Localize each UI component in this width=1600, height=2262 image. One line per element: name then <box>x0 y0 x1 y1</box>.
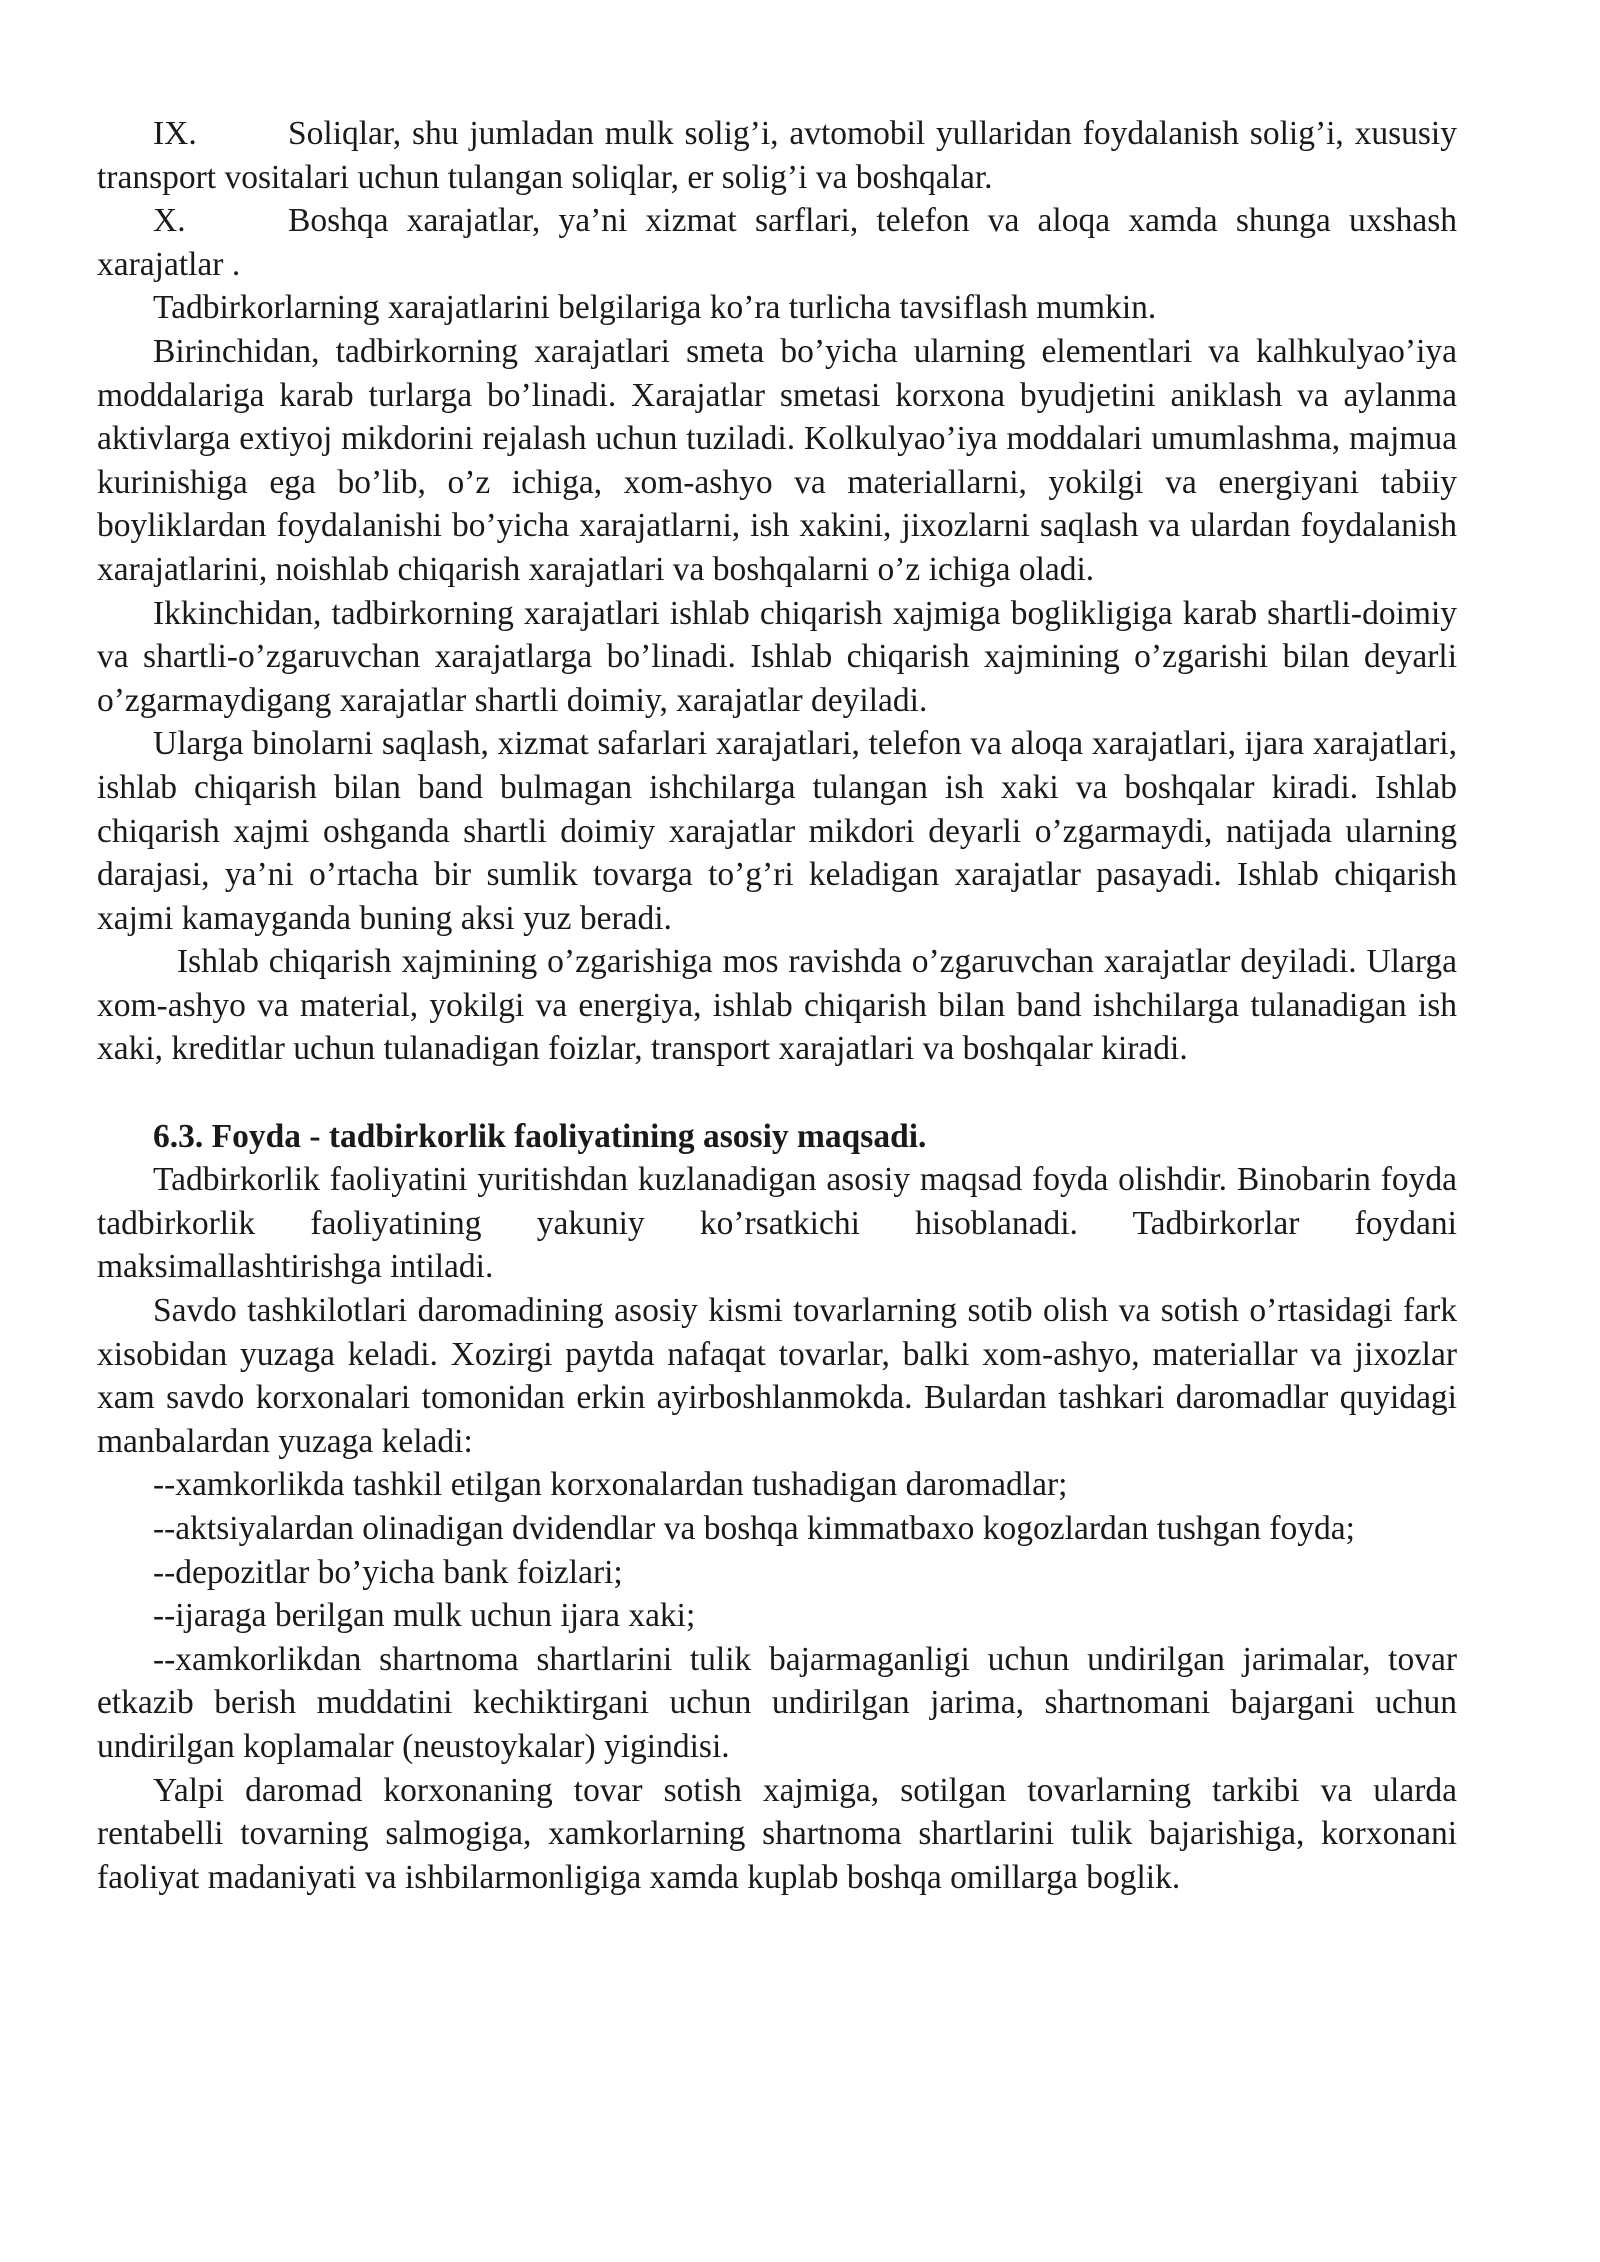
paragraph: Ishlab chiqarish xajmining o’zgarishiga mos ravishda o’zgaruvchan xarajatlar deyiladi. Ularga xom-ashyo va material, yokilgi va energiya, ishlab chiqarish bilan band ishchilarga tulanadigan ish xaki, kreditlar uchun tulanadigan foizlar, transport xarajatlari va boshqalar kiradi. <box>97 943 1457 1068</box>
item-text: Boshqa xarajatlar, ya’ni xizmat sarflari, telefon va aloqa xamda shunga uxshash xarajatlar . <box>97 202 1457 283</box>
list-item-x <box>97 199 1457 286</box>
paragraph: Ikkinchidan, tadbirkorning xarajatlari ishlab chiqarish xajmiga boglikligiga karab shartli-doimiy va shartli-o’zgaruvchan xarajatlarga bo’linadi. Ishlab chiqarish xajmining o’zgarishi bilan deyarli o’zgarmaydigang xarajatlar shartli doimiy, xarajatlar deyiladi. <box>97 594 1457 719</box>
section-heading: 6.3. Foyda - tadbirkorlik faoliyatining asosiy maqsadi. <box>153 1117 927 1155</box>
paragraph: Ularga binolarni saqlash, xizmat safarlari xarajatlari, telefon va aloqa xarajatlari, ijara xarajatlari, ishlab chiqarish bilan band bulmagan ishchilarga tulangan ish xaki va boshqalar kiradi. Ishlab chiqarish xajmi oshganda shartli doimiy xarajatlar mikdori deyarli o’zgarmaydi, natijada ularning darajasi, ya’ni o’rtacha bir sumlik tovarga to’g’ri keladigan xarajatlar pasayadi. Ishlab chiqarish xajmi kamayganda buning aksi yuz beradi. <box>97 725 1457 937</box>
item-text: Soliqlar, shu jumladan mulk solig’i, avtomobil yullaridan foydalanish solig’i, xususiy transport vositalari uchun tulangan soliqlar, er solig’i va boshqalar. <box>97 115 1457 196</box>
paragraph: Tadbirkorlik faoliyatini yuritishdan kuzlanadigan asosiy maqsad foyda olishdir. Binobarin foyda tadbirkorlik faoliyatining yakuniy ko’rsatkichi hisoblanadi. Tadbirkorlar foydani maksimallashtirishga intiladi. <box>97 1161 1457 1286</box>
paragraph: Tadbirkorlarning xarajatlarini belgilariga ko’ra turlicha tavsiflash mumkin. <box>153 289 1157 327</box>
list-item: --depozitlar bo’yicha bank foizlari; <box>153 1553 623 1591</box>
list-item: --ijaraga berilgan mulk uchun ijara xaki; <box>153 1597 696 1635</box>
list-item: --xamkorlikdan shartnoma shartlarini tulik bajarmaganligi uchun undirilgan jarimalar, tovar etkazib berish muddatini kechiktirgani uchun undirilgan jarima, shartnomani bajargani uchun undirilgan koplamalar (neustoykalar) yigindisi. <box>97 1640 1457 1765</box>
paragraph: Birinchidan, tadbirkorning xarajatlari smeta bo’yicha ularning elementlari va kalhkulyao’iya moddalariga karab turlarga bo’linadi. Xarajatlar smetasi korxona byudjetini aniklash va aylanma aktivlarga extiyoj mikdorini rejalash uchun tuziladi. Kolkulyao’iya moddalari umumlashma, majmua kurinishiga ega bo’lib, o’z ichiga, xom-ashyo va materiallarni, yokilgi va energiyani tabiiy boyliklardan foydalanishi bo’yicha xarajatlarni, ish xakini, jixozlarni saqlash va ulardan foydalanish xarajatlarini, noishlab chiqarish xarajatlari va boshqalarni o’z ichiga oladi. <box>97 332 1457 588</box>
document-page <box>97 112 1457 1899</box>
list-item-ix <box>97 112 1457 199</box>
list-item: --aktsiyalardan olinadigan dvidendlar va boshqa kimmatbaxo kogozlardan tushgan foyda; <box>153 1510 1355 1547</box>
paragraph: Yalpi daromad korxonaning tovar sotish xajmiga, sotilgan tovarlarning tarkibi va ularda rentabelli tovarning salmogiga, xamkorlarning shartnoma shartlarini tulik bajarishiga, korxonani faoliyat madaniyati va ishbilarmonligiga xamda kuplab boshqa omillarga boglik. <box>97 1771 1457 1896</box>
item-number: IX. <box>153 115 197 152</box>
list-item: --xamkorlikda tashkil etilgan korxonalardan tushadigan daromadlar; <box>153 1466 1068 1504</box>
item-number: X. <box>153 202 186 240</box>
paragraph: Savdo tashkilotlari daromadining asosiy kismi tovarlarning sotib olish va sotish o’rtasidagi fark xisobidan yuzaga keladi. Xozirgi paytda nafaqat tovarlar, balki xom-ashyo, materiallar va jixozlar xam savdo korxonalari tomonidan erkin ayirboshlanmokda. Bulardan tashkari daromadlar quyidagi manbalardan yuzaga keladi: <box>97 1292 1457 1460</box>
